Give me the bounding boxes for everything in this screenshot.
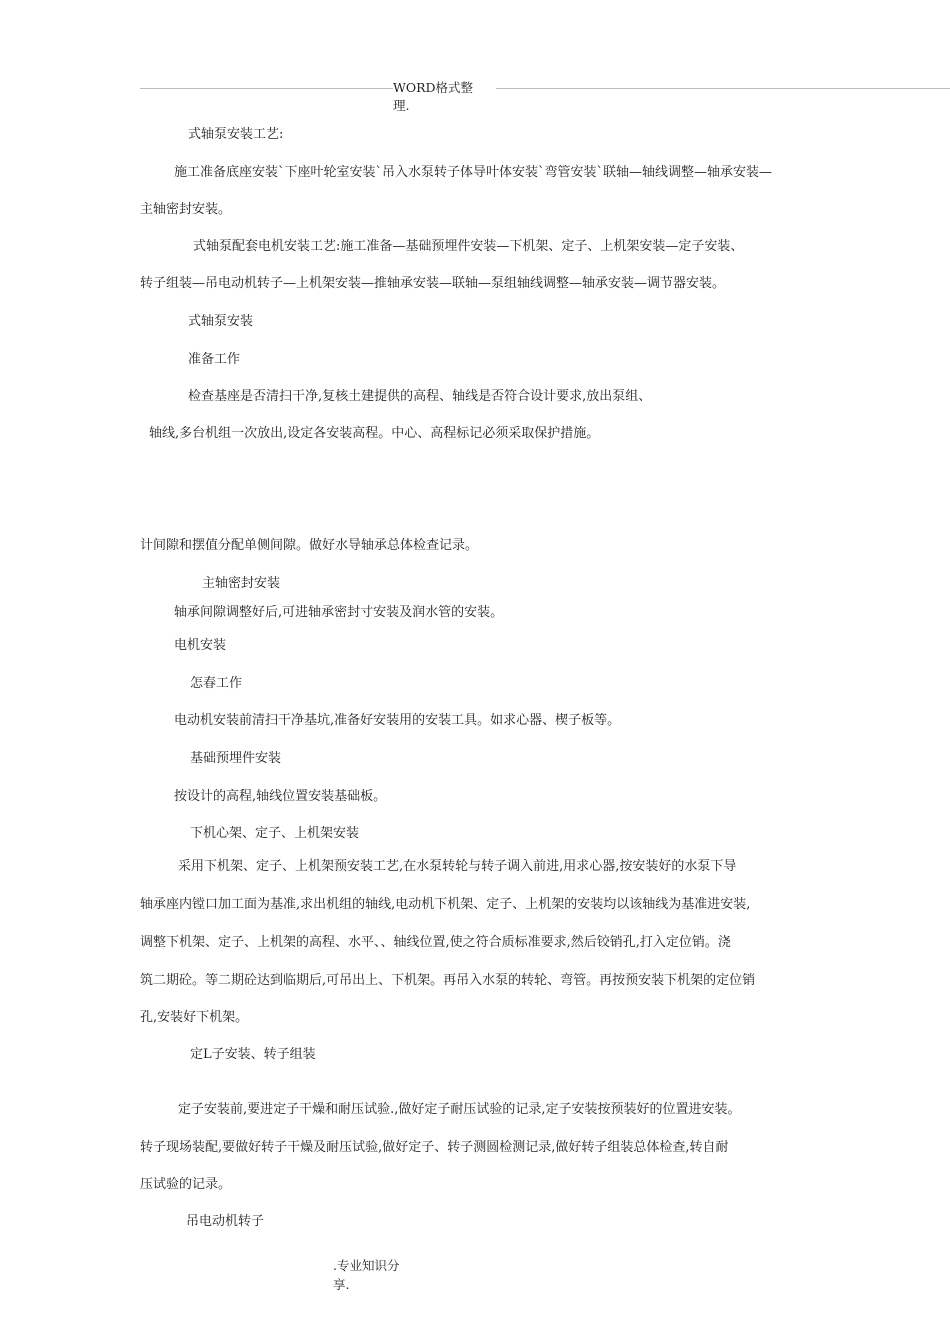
- paragraph-line: 转子组装—吊电动机转子—上机架安装—推轴承安装—联轴—泵组轴线调整—轴承安装—调节器安装。: [140, 276, 726, 291]
- heading-prep-work: 怎春工作: [190, 676, 243, 691]
- paragraph-line: 孔,安装好下机架。: [140, 1010, 249, 1025]
- header-line-1: WORD格式整: [393, 80, 474, 95]
- heading-embedded-parts: 基础预埋件安装: [190, 751, 282, 766]
- paragraph-line: 转子现场装配,要做好转子干燥及耐压试验,做好定子、转子测圆检测记录,做好转子组装总体检查,转自耐: [140, 1140, 729, 1155]
- paragraph-line: 采用下机架、定子、上机架预安装工艺,在水泵转轮与转子调入前进,用求心器,按安装好的水泵下导: [178, 859, 737, 874]
- paragraph-line: 筑二期砼。等二期砼达到临期后,可吊出上、下机架。再吊入水泵的转轮、弯管。再按预安装下机架的定位销: [140, 973, 756, 988]
- heading-motor-install: 电机安装: [174, 638, 227, 653]
- page-footer: [333, 1256, 413, 1294]
- paragraph-line: 调整下机架、定子、上机架的高程、水平、、轴线位置,使之符合质标准要求,然后铰销孔,打入定位销。浇: [140, 935, 731, 950]
- paragraph-line: 轴承间隙调整好后,可进轴承密封寸安装及润水管的安装。: [174, 605, 504, 620]
- paragraph-line: 轴承座内镗口加工面为基准,求出机组的轴线,电动机下机架、定子、上机架的安装均以该轴线为基准进安装,: [140, 897, 751, 912]
- paragraph-line: 压试验的记录。: [140, 1177, 232, 1192]
- page-header: [393, 79, 496, 115]
- heading-preparation: 准备工作: [188, 352, 241, 367]
- heading-frame-stator: 下机心架、定子、上机架安装: [190, 826, 360, 841]
- paragraph-line: 式轴泵配套电机安装工艺:施工准备—基础预埋件安装—下机架、定子、上机架安装—定子安装、: [193, 239, 744, 254]
- heading-stator-rotor: 定L子安装、转子组装: [190, 1047, 316, 1062]
- paragraph-line: 定子安装前,要进定子干燥和耐压试验.,做好定子耐压试验的记录,定子安装按预装好的位置进安装。: [178, 1102, 741, 1117]
- header-rule: [140, 88, 950, 89]
- paragraph-line: 检查基座是否清扫干净,复核土建提供的高程、轴线是否符合设计要求,放出泵组、: [188, 389, 652, 404]
- heading-pump-install: 式轴泵安装: [188, 314, 254, 329]
- heading-lift-rotor: 吊电动机转子: [186, 1214, 265, 1229]
- footer-line-2: 享.: [333, 1277, 350, 1292]
- paragraph-line: 轴线,多台机组一次放出,设定各安装高程。中心、高程标记必须采取保护措施。: [149, 426, 600, 441]
- paragraph-line: 按设计的高程,轴线位置安装基础板。: [174, 789, 387, 804]
- paragraph-line: 计间隙和摆值分配单侧间隙。做好水导轴承总体检查记录。: [140, 538, 479, 553]
- paragraph-line: 主轴密封安装。: [140, 202, 232, 217]
- paragraph-line: 施工准备底座安装`下座叶轮室安装`吊入水泵转子体导叶体安装`弯管安装`联轴—轴线调整—轴承安装—: [174, 165, 773, 180]
- heading-shaft-seal: 主轴密封安装: [202, 576, 281, 591]
- heading-pump-process: 式轴泵安装工艺:: [188, 127, 284, 142]
- paragraph-line: 电动机安装前清扫干净基坑,准备好安装用的安装工具。如求心器、楔子板等。: [174, 713, 621, 728]
- footer-line-1: .专业知识分: [333, 1258, 400, 1273]
- header-line-2: 理.: [393, 98, 410, 113]
